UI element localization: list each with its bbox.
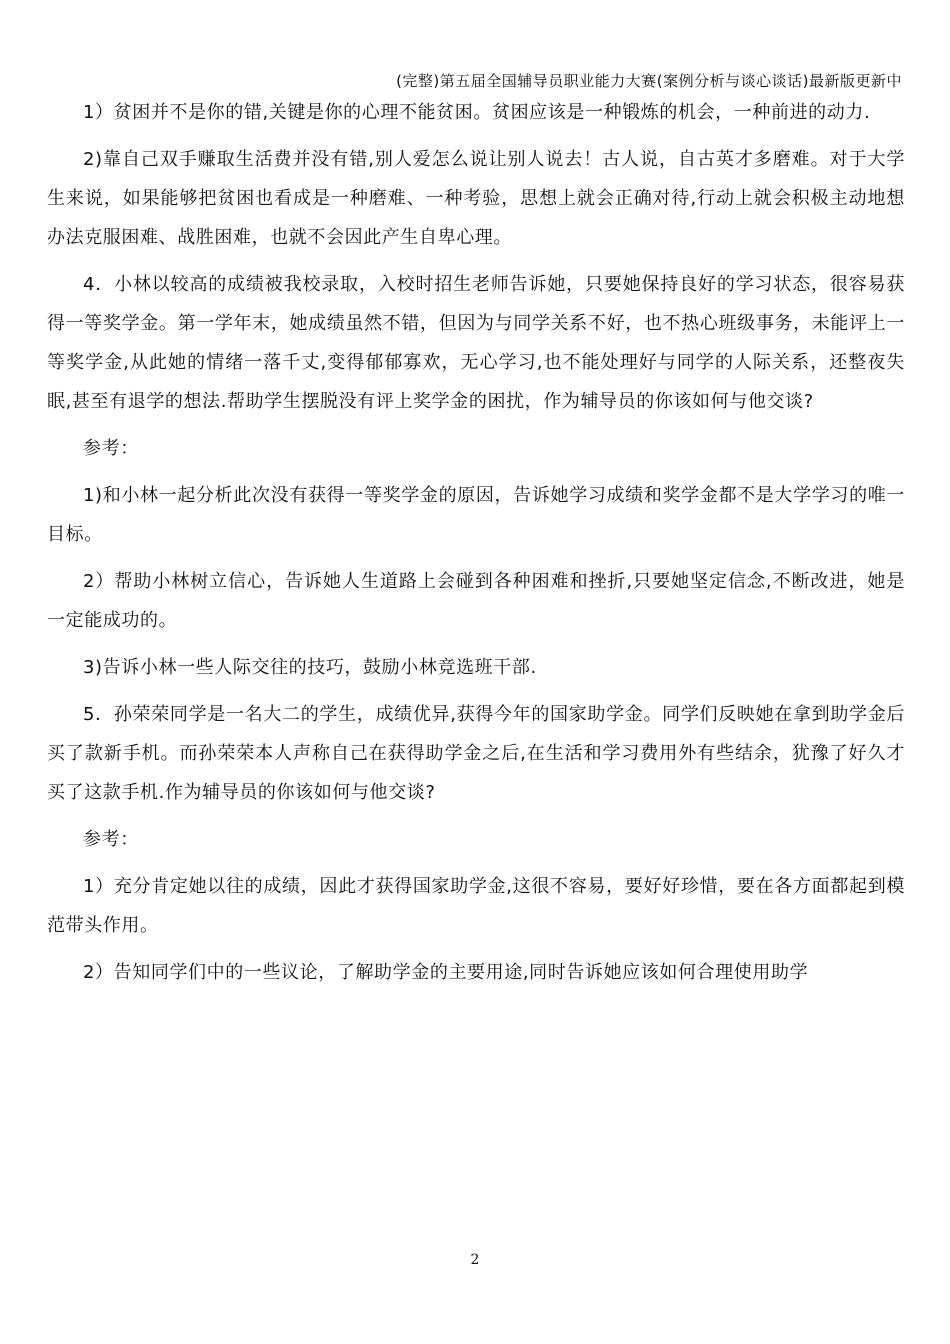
paragraph-case-5-point-2: 2）告知同学们中的一些议论，了解助学金的主要用途,同时告诉她应该如何合理使用助学 xyxy=(83,962,809,983)
paragraph-case-5: 5．孙荣荣同学是一名大二的学生，成绩优异,获得今年的国家助学金。同学们反映她在拿到助学金后买了款新手机。而孙荣荣本人声称自己在获得助学金之后,在生活和学习费用外有些结余，犹豫了好久才买了这款手机.作为辅导员的你该如何与他交谈? xyxy=(47,704,905,803)
document-body xyxy=(47,93,905,992)
paragraph-poverty-point-2: 2)靠自己双手赚取生活费并没有错,别人爱怎么说让别人说去！古人说，自古英才多磨难。对于大学生来说，如果能够把贫困也看成是一种磨难、一种考验，思想上就会正确对待,行动上就会积极主动地想办法克服困难、战胜困难，也就不会因此产生自卑心理。 xyxy=(47,149,905,248)
paragraph-reference-label: 参考： xyxy=(83,438,139,459)
paragraph-case-4-point-2: 2）帮助小林树立信心，告诉她人生道路上会碰到各种困难和挫折,只要她坚定信念,不断改进，她是一定能成功的。 xyxy=(47,571,905,631)
paragraph-case-4-point-3: 3)告诉小林一些人际交往的技巧，鼓励小林竞选班干部. xyxy=(83,657,537,678)
paragraph-reference-label: 参考： xyxy=(83,829,139,850)
paragraph-case-4: 4．小林以较高的成绩被我校录取，入校时招生老师告诉她，只要她保持良好的学习状态，很容易获得一等奖学金。第一学年末，她成绩虽然不错，但因为与同学关系不好，也不热心班级事务，未能评上一等奖学金,从此她的情绪一落千丈,变得郁郁寡欢，无心学习,也不能处理好与同学的人际关系，还整夜失眠,甚至有退学的想法.帮助学生摆脱没有评上奖学金的困扰，作为辅导员的你该如何与他交谈? xyxy=(47,274,905,412)
paragraph-case-4-point-1: 1)和小林一起分析此次没有获得一等奖学金的原因，告诉她学习成绩和奖学金都不是大学学习的唯一目标。 xyxy=(47,485,905,545)
page-number: 2 xyxy=(470,1252,480,1268)
paragraph-poverty-point-1: 1）贫困并不是你的错,关键是你的心理不能贫困。贫困应该是一种锻炼的机会，一种前进的动力. xyxy=(83,102,871,123)
paragraph-case-5-point-1: 1）充分肯定她以往的成绩，因此才获得国家助学金,这很不容易，要好好珍惜，要在各方面都起到模范带头作用。 xyxy=(47,876,905,936)
running-header: (完整)第五届全国辅导员职业能力大赛(案例分析与谈心谈话)最新版更新中 xyxy=(396,72,902,90)
